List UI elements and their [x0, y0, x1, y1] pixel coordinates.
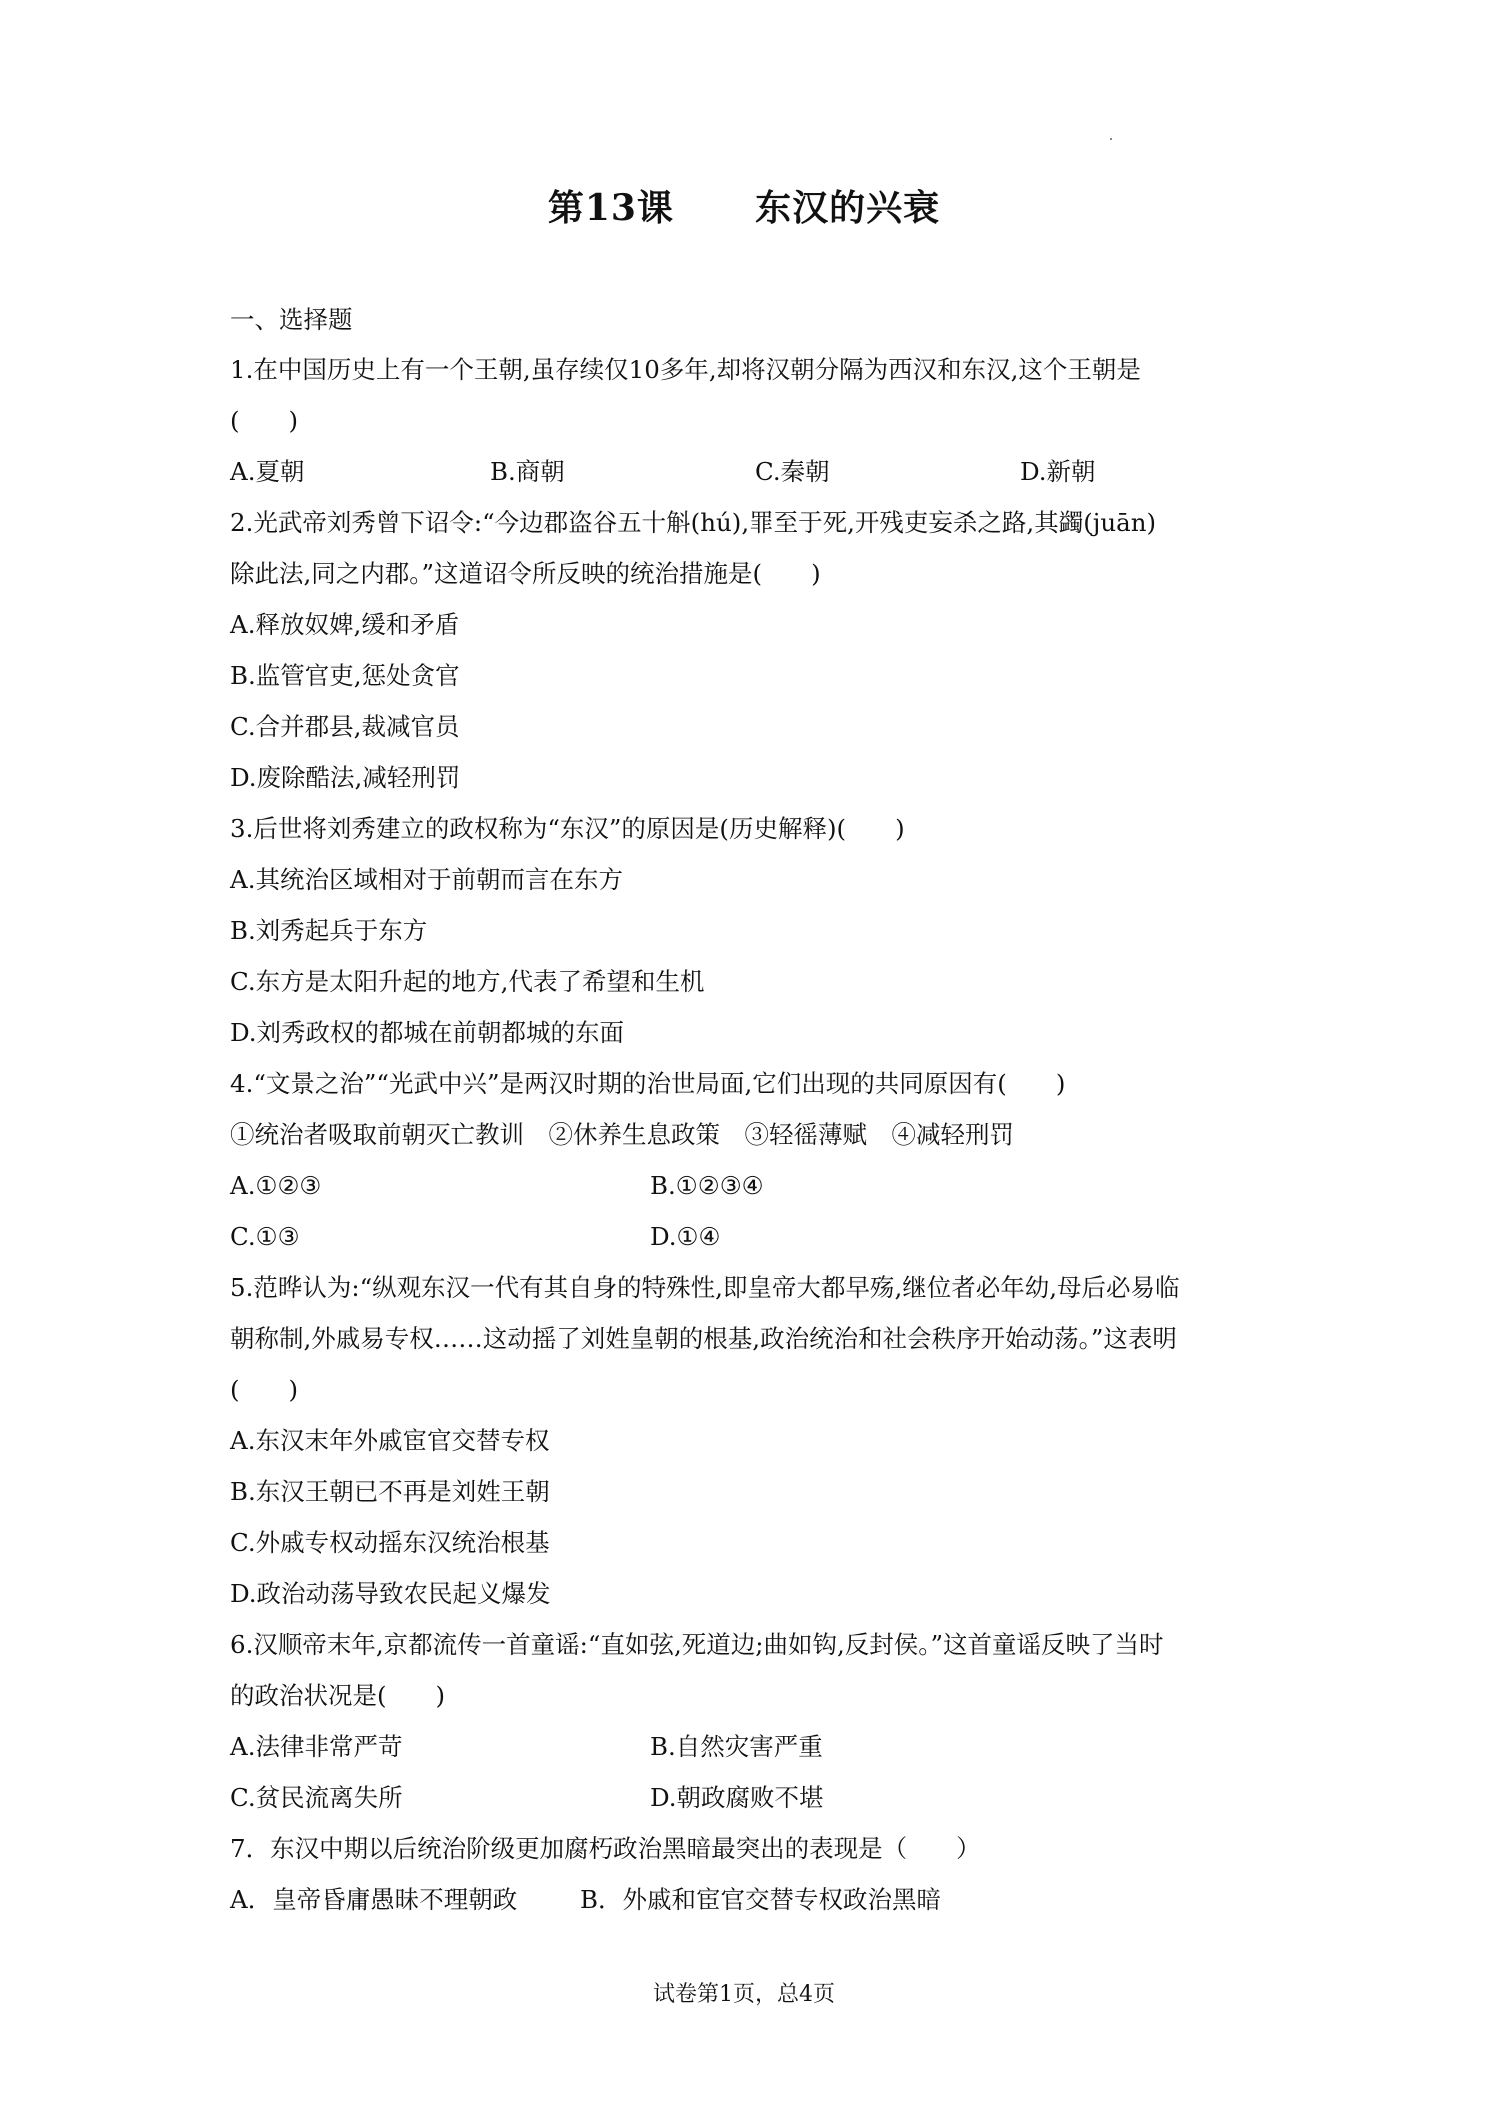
question-2-option-d: D.废除酷法,减轻刑罚: [230, 763, 461, 792]
question-6-option-c: C.贫民流离失所: [230, 1783, 403, 1812]
question-5-stem-line-1: 5.范晔认为:“纵观东汉一代有其自身的特殊性,即皇帝大都早殇,继位者必年幼,母后必易临: [230, 1273, 1180, 1302]
question-7-option-b: B．外戚和宦官交替专权政治黑暗: [580, 1885, 942, 1914]
lesson-topic: 东汉的兴衰: [755, 187, 941, 229]
question-1-option-b: B.商朝: [490, 457, 565, 486]
question-7-stem: 7．东汉中期以后统治阶级更加腐朽政治黑暗最突出的表现是（ ）: [230, 1834, 981, 1863]
question-2-option-b: B.监管官吏,惩处贪官: [230, 661, 460, 690]
question-1-option-c: C.秦朝: [755, 457, 830, 486]
question-5-option-d: D.政治动荡导致农民起义爆发: [230, 1579, 551, 1608]
question-4-stem-line-2: ①统治者吸取前朝灭亡教训 ②休养生息政策 ③轻徭薄赋 ④减轻刑罚: [230, 1120, 1014, 1149]
question-2-option-c: C.合并郡县,裁减官员: [230, 712, 460, 741]
stray-dot: [1110, 138, 1112, 140]
question-6-option-a: A.法律非常严苛: [230, 1732, 403, 1761]
question-5-stem-line-2: 朝称制,外戚易专权……这动摇了刘姓皇朝的根基,政治统治和社会秩序开始动荡。”这表明: [230, 1324, 1177, 1353]
question-3-option-a: A.其统治区域相对于前朝而言在东方: [230, 865, 623, 894]
page-footer: 试卷第1页，总4页: [653, 1982, 835, 2007]
question-3-stem: 3.后世将刘秀建立的政权称为“东汉”的原因是(历史解释)( ): [230, 814, 905, 843]
question-6-option-d: D.朝政腐败不堪: [650, 1783, 824, 1812]
question-4-option-b: B.①②③④: [650, 1171, 764, 1200]
question-4-option-a: A.①②③: [230, 1171, 322, 1200]
question-5-option-b: B.东汉王朝已不再是刘姓王朝: [230, 1477, 550, 1506]
question-2-stem-line-1: 2.光武帝刘秀曾下诏令:“今边郡盗谷五十斛(hú),罪至于死,开残吏妄杀之路,其蠲(juān): [230, 508, 1157, 537]
question-2-option-a: A.释放奴婢,缓和矛盾: [230, 610, 460, 639]
question-5-stem-line-3: ( ): [230, 1375, 299, 1404]
page-title: [0, 180, 1488, 240]
question-7-option-a: A．皇帝昏庸愚昧不理朝政: [230, 1885, 518, 1914]
question-1-option-a: A.夏朝: [230, 457, 305, 486]
question-3-option-d: D.刘秀政权的都城在前朝都城的东面: [230, 1018, 625, 1047]
question-6-stem-line-2: 的政治状况是( ): [230, 1681, 446, 1710]
question-6-stem-line-1: 6.汉顺帝末年,京都流传一首童谣:“直如弦,死道边;曲如钩,反封侯。”这首童谣反映了当时: [230, 1630, 1164, 1659]
question-2-stem-line-2: 除此法,同之内郡。”这道诏令所反映的统治措施是( ): [230, 559, 821, 588]
question-5-option-c: C.外戚专权动摇东汉统治根基: [230, 1528, 550, 1557]
question-6-option-b: B.自然灾害严重: [650, 1732, 823, 1761]
question-1-stem-line-2: ( ): [230, 406, 299, 435]
question-3-option-c: C.东方是太阳升起的地方,代表了希望和生机: [230, 967, 705, 996]
question-4-option-d: D.①④: [650, 1222, 721, 1251]
question-4-option-c: C.①③: [230, 1222, 300, 1251]
lesson-number: 第13课: [547, 187, 674, 229]
question-1-stem-line-1: 1.在中国历史上有一个王朝,虽存续仅10多年,却将汉朝分隔为西汉和东汉,这个王朝是: [230, 355, 1141, 384]
question-4-stem-line-1: 4.“文景之治”“光武中兴”是两汉时期的治世局面,它们出现的共同原因有( ): [230, 1069, 1066, 1098]
question-3-option-b: B.刘秀起兵于东方: [230, 916, 428, 945]
question-5-option-a: A.东汉末年外戚宦官交替专权: [230, 1426, 550, 1455]
section-heading: 一、选择题: [230, 305, 353, 334]
question-1-option-d: D.新朝: [1020, 457, 1096, 486]
